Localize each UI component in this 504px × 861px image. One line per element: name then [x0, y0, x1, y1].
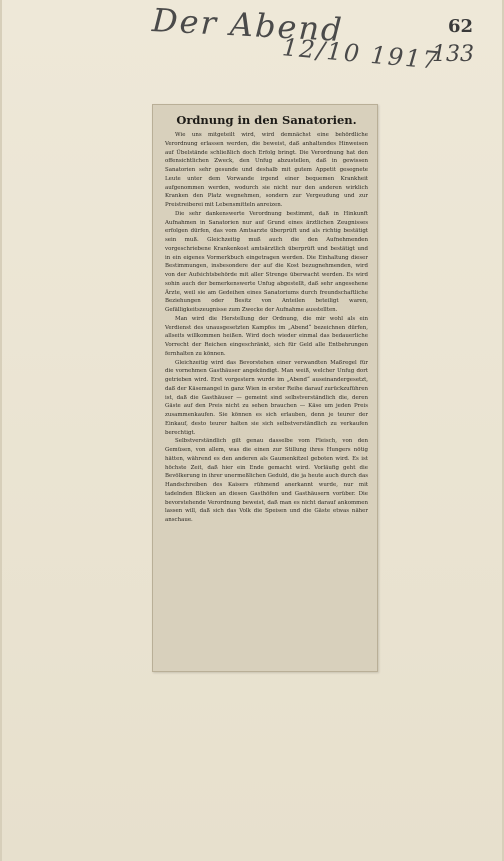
page-number: 62 [448, 16, 474, 37]
article-paragraph: Wie uns mitgeteilt wird, wird demnächst eine behördliche Verordnung erlassen werden, die beweist, daß anhaltendes Hinweisen auf Übelstände schließlich doch Erfolg bringt. Die Verordnung hat den offensichtlichen Zweck, den Unfug abzustellen, daß in gewissen Sanatorien sehr gesunde und deshalb mit gutem Appetit gesegnete Leute unter dem Vorwande irgend einer bequemen Krankheit aufgenommen werden, wodurch sie nicht nur den anderen wirklich Kranken den Platz wegnehmen, sondern zur Vergeudung und zur Preistreiberei mit Lebensmitteln anreizen. [165, 132, 368, 208]
article-paragraph: Selbstverständlich gilt genau dasselbe vom Fleisch, von den Gemüsen, von allem, was die einen zur Stillung ihres Hungers nötig hätten, während es den anderen als Gaumenkitzel geboten wird. Es ist höchste Zeit, daß hier ein Ende gemacht wird. Vorläufig geht die Bevölkerung in ihrer unermeßlichen Geduld, die ja heute auch durch das Handschreiben des Kaisers rühmend anerkannt wurde, nur mit tadelnden Blicken an diesen Gasthöfen und Gasthäusern vorüber. Die bevorstehende Verordnung beweist, daß man es nicht darauf ankommen lassen will, daß sich das Volk die Speisen und die Gäste etwas näher anschaue. [165, 438, 368, 523]
article-paragraph: Die sehr dankenswerte Verordnung bestimmt, daß in Hinkunft Aufnahmen in Sanatorien nur auf Grund eines ärztlichen Zeugnisses erfolgen dürfen, das vom Amtsarzte überprüft und als richtig bestätigt sein muß. Gleichzeitig muß auch die den Aufnehmenden vorgeschriebene Krankenkost amtsärztlich überprüft und bestätigt und in ein eigenes Vormerkbuch eingetragen werden. Die Einhaltung dieser Bestimmungen, insbesondere der auf die Kost bezugnehmenden, wird von der Aufsichtsbehörde mit aller Strenge überwacht werden. Es wird sohin auch der bemerkenswerte Unfug abgestellt, daß sehr angesehene Ärzte, weil sie am Gedeihen eines Sanatoriums durch freundschaftliche Beziehungen oder Besitz von Anteilen beteiligt waren, Gefälligkeitszeugnisse zum Zwecke der Aufnahme ausstellten. [165, 210, 368, 313]
article-paragraph: Gleichzeitig wird das Bevorstehen einer verwandten Maßregel für die vornehmen Gasthäuser angekündigt. Man weiß, welcher Unfug dort getrieben wird. Erst vorgestern wurde im „Abend“ auseinandergesetzt, daß der Käsemangel in ganz Wien in erster Reihe darauf zurückzuführen ist, daß die Gasthäuser — gemeint sind selbstverständlich die, deren Gäste auf den Preis nicht zu sehen brauchen — Käse um jeden Preis zusammenkaufen. Sie können es sich erlauben, denn je teurer der Einkauf, desto teurer halten sie sich selbstverständlich zu verkaufen berechtigt. [165, 359, 368, 436]
handwritten-source: Der Abend [151, 1, 345, 49]
newspaper-clipping [152, 104, 378, 672]
article-title: Ordnung in den Sanatorien. [176, 113, 357, 127]
handwritten-date: 12/10 1917 [281, 33, 441, 75]
article-paragraph: Man wird die Herstellung der Ordnung, die mir wohl als ein Verdienst des unausgesetzten Kampfes im „Abend“ bezeichnen dürfen, allseits willkommen heißen. Wird doch wieder einmal das bedauerliche Vorrecht der Reichen eingeschränkt, sich für Geld alle Entbehrungen fernhalten zu können. [165, 315, 368, 357]
archive-number: 133 [432, 42, 474, 67]
